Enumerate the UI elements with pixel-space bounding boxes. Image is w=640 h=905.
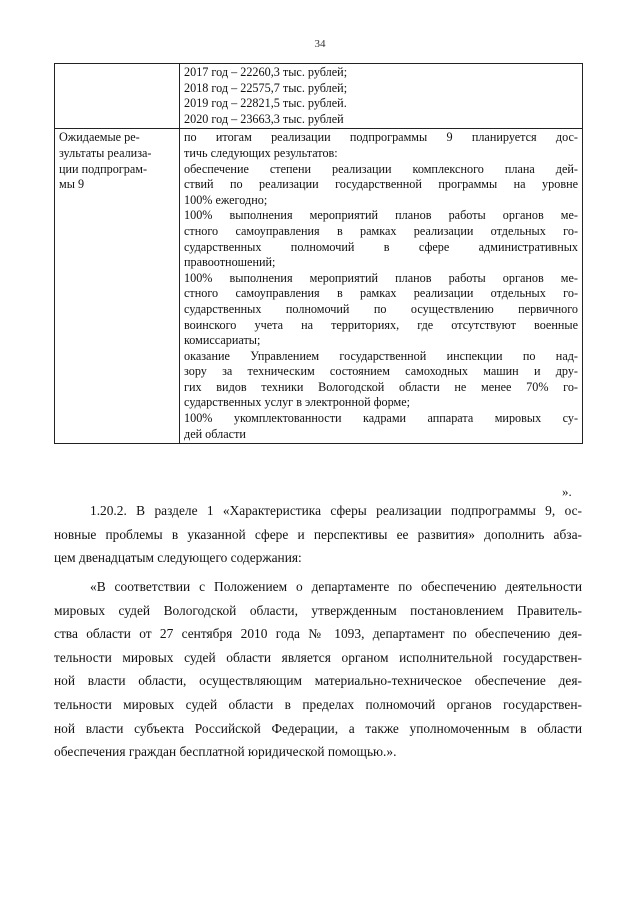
table-row-funding xyxy=(55,64,583,129)
result-line: гих видов техники Вологодской области не менее 70% го- xyxy=(184,379,578,394)
result-line: тичь следующих результатов: xyxy=(184,145,338,160)
result-line: ствий по реализации государственной программы на уровне xyxy=(184,177,578,192)
amendment-paragraph xyxy=(54,499,582,570)
paragraph-line: «В соответствии с Положением о департаменте по обеспечению деятельности xyxy=(90,579,582,594)
result-line: правоотношений; xyxy=(184,255,276,270)
paragraph-line: 1.20.2. В разделе 1 «Характеристика сферы реализации подпрограммы 9, ос- xyxy=(90,503,582,518)
label-line: зультаты реализа- xyxy=(59,145,152,160)
result-line: стного самоуправления в рамках реализации отдельных го- xyxy=(184,223,578,238)
table-cell-results-content xyxy=(180,129,583,444)
funding-line: 2018 год – 22575,7 тыс. рублей; xyxy=(184,80,348,95)
table-cell-funding xyxy=(180,64,583,129)
paragraph-line: обеспечения граждан бесплатной юридической помощью.». xyxy=(54,744,397,760)
paragraph-line: ства области от 27 сентября 2010 года № 1093, департамент по обеспечению дея- xyxy=(54,626,582,642)
funding-line: 2020 год – 23663,3 тыс. рублей xyxy=(184,111,344,126)
result-line: стного самоуправления в рамках реализации отдельных го- xyxy=(184,286,578,301)
result-line: 100% выполнения мероприятий планов работы органов ме- xyxy=(184,208,578,223)
result-line: воинского учета на территориях, где отсутствуют военные xyxy=(184,317,578,332)
label-line: мы 9 xyxy=(59,177,85,192)
label-line: ции подпрограм- xyxy=(59,161,148,176)
label-line: Ожидаемые ре- xyxy=(59,130,140,145)
table-row-expected-results xyxy=(55,129,583,444)
paragraph-line: новные проблемы в указанной сфере и перспективы ее развития» дополнить абза- xyxy=(54,526,582,542)
paragraph-line: цем двенадцатым следующего содержания: xyxy=(54,550,302,566)
paragraph-line: ной власти области, осуществляющим материально-техническое обеспечение дея- xyxy=(54,673,582,689)
result-line: 100% укомплектованности кадрами аппарата мировых су- xyxy=(184,411,578,426)
paragraph-line: ной власти субъекта Российской Федерации, а также уполномоченным в области xyxy=(54,720,582,736)
paragraph-line: мировых судей Вологодской области, утвержденным постановлением Правитель- xyxy=(54,602,582,618)
result-line: комиссариаты; xyxy=(184,333,261,348)
inserted-text-paragraph xyxy=(54,575,582,764)
funding-line: 2019 год – 22821,5 тыс. рублей. xyxy=(184,96,347,111)
result-line: оказание Управлением государственной инспекции по над- xyxy=(184,348,578,363)
page-number: 34 xyxy=(314,38,326,50)
result-line: по итогам реализации подпрограммы 9 планируется дос- xyxy=(184,130,578,145)
result-line: 100% выполнения мероприятий планов работы органов ме- xyxy=(184,270,578,285)
paragraph-line: тельности мировых судей области является органом исполнительной государствен- xyxy=(54,649,582,665)
closing-quote: ». xyxy=(562,484,572,499)
result-line: 100% ежегодно; xyxy=(184,192,268,207)
result-line: сударственных полномочий в сфере административных xyxy=(184,239,578,254)
result-line: сударственных услуг в электронной форме; xyxy=(184,395,411,410)
table-cell-empty-label xyxy=(55,64,180,129)
result-line: обеспечение степени реализации комплексного плана дей- xyxy=(184,161,578,176)
result-line: зору за техническим состоянием самоходных машин и дру- xyxy=(184,364,578,379)
result-line: сударственных полномочий по осуществлению первичного xyxy=(184,301,578,316)
funding-line: 2017 год – 22260,3 тыс. рублей; xyxy=(184,65,348,79)
table-cell-results-label xyxy=(55,129,180,444)
subprogram-table xyxy=(54,63,583,444)
result-line: дей области xyxy=(184,426,246,441)
paragraph-line: тельности мировых судей области в пределах полномочий органов государствен- xyxy=(54,696,582,712)
